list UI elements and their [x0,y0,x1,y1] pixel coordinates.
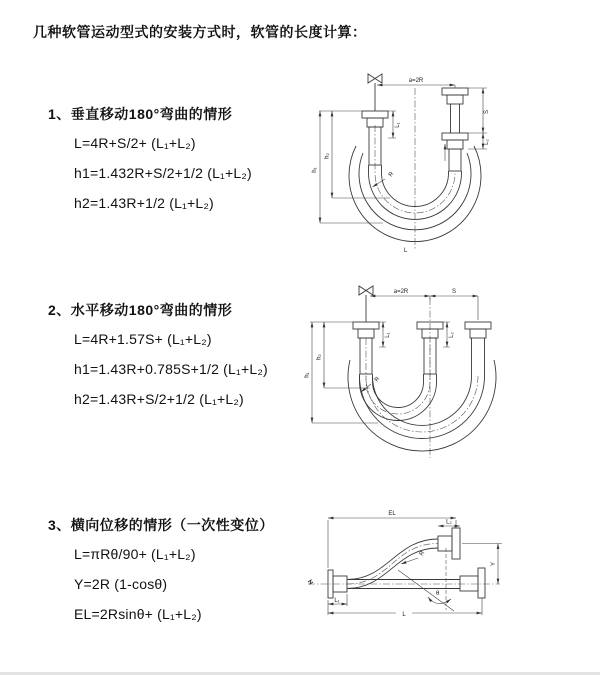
section-2 [48,300,308,414]
formula-line: h2=1.43R+1/2 (L₁+L₂) [74,195,214,211]
hose2-centerline [366,376,478,432]
section-2-heading [48,300,308,324]
dim-label-l2: L₂ [449,332,455,338]
hose2-inner-wall [373,376,472,425]
formula-line: h1=1.432R+S/2+1/2 (L₁+L₂) [74,165,252,181]
section-1-title: 垂直移动180°弯曲的情形 [70,106,233,122]
dim-label-r: R [373,376,382,384]
construction-radius-line [398,570,454,611]
section-3-number: 3、 [48,517,71,533]
section-3-heading [48,515,308,539]
dim-label-h2: h₂ [324,153,331,159]
dim-label-s: S [484,109,490,115]
middle-braid [424,338,436,374]
dim-label-l1: L₁ [334,598,340,604]
dim-label-s: S [451,289,457,295]
right-flange-plate [478,568,485,598]
left-fitting-neck [358,329,374,338]
right-fitting-neck-top [447,95,463,104]
centerline-break-mark [308,580,313,584]
hose-u-bend-graphic [305,286,497,458]
dim-label-el: EL [388,511,396,517]
hose-u-bend-graphic [312,74,490,254]
formula-line: Y=2R (1-cosθ) [74,576,168,592]
dim-label-theta: θ [436,591,440,597]
left-flange [353,322,379,329]
section-2-title: 水平移动180°弯曲的情形 [70,302,233,318]
formula-line: L=4R+1.57S+ (L₁+L₂) [74,331,212,347]
dim-label-h1: h₁ [304,372,311,378]
formula-line: EL=2Rsinθ+ (L₁+L₂) [74,606,202,622]
dim-label-h2: h₂ [316,354,323,360]
diagram-lateral-displacement [300,496,600,660]
valve-icon [359,286,373,295]
dim-label-r: R [418,550,427,558]
dim-label-l-total: L [404,248,408,254]
right-flange-top [442,88,468,95]
dim-label-l1: L₁ [395,122,401,128]
right-flange-hub [460,576,478,591]
dim-label-h1: h₁ [312,167,318,173]
formula-line: h1=1.43R+0.785S+1/2 (L₁+L₂) [74,361,268,377]
formula-line: L=4R+S/2+ (L₁+L₂) [74,135,196,151]
right-fitting-neck [470,329,486,338]
right-flange [465,322,491,329]
right-pipe [472,338,485,376]
diagram-horizontal-u-bend [298,280,592,472]
hose1-outer-wall [360,374,437,421]
formula-line: L=πRθ/90+ (L₁+L₂) [74,546,196,562]
radius-leader [401,558,418,564]
right-pipe [451,104,460,133]
dim-label-l-total: L [402,612,406,618]
right-fitting-neck-lower [447,140,463,149]
dim-label-a2r: a=2R [408,78,424,84]
ext-line [430,296,478,320]
upper-flange-plate [452,528,460,559]
section-1-number: 1、 [48,106,71,122]
left-flange [362,111,388,118]
dim-label-l2: L₂ [446,519,452,526]
page-title: 几种软管运动型式的安装方式时，软管的长度计算： [33,24,367,40]
dim-label-r: R [387,171,396,179]
valve-icon [368,74,382,83]
section-3 [48,515,308,629]
hose-s-curve-graphic [308,511,502,618]
upper-flange-hub [438,536,452,551]
dim-label-y: Y [491,561,497,567]
dim-label-l2: L₂ [484,139,490,145]
ext-line [328,520,456,568]
dim-label-a2r: a=2R [393,289,409,295]
right-flange-lower [442,133,468,140]
section-2-number: 2、 [48,302,71,318]
diagram-vertical-u-bend [305,68,590,260]
section-1 [48,104,308,218]
section-1-heading [48,104,308,128]
dim-label-l1: L₁ [385,332,391,338]
section-3-title: 横向位移的情形（一次性变位） [70,517,274,533]
right-braid [449,149,461,171]
formula-line: h2=1.43R+S/2+1/2 (L₁+L₂) [74,391,244,407]
